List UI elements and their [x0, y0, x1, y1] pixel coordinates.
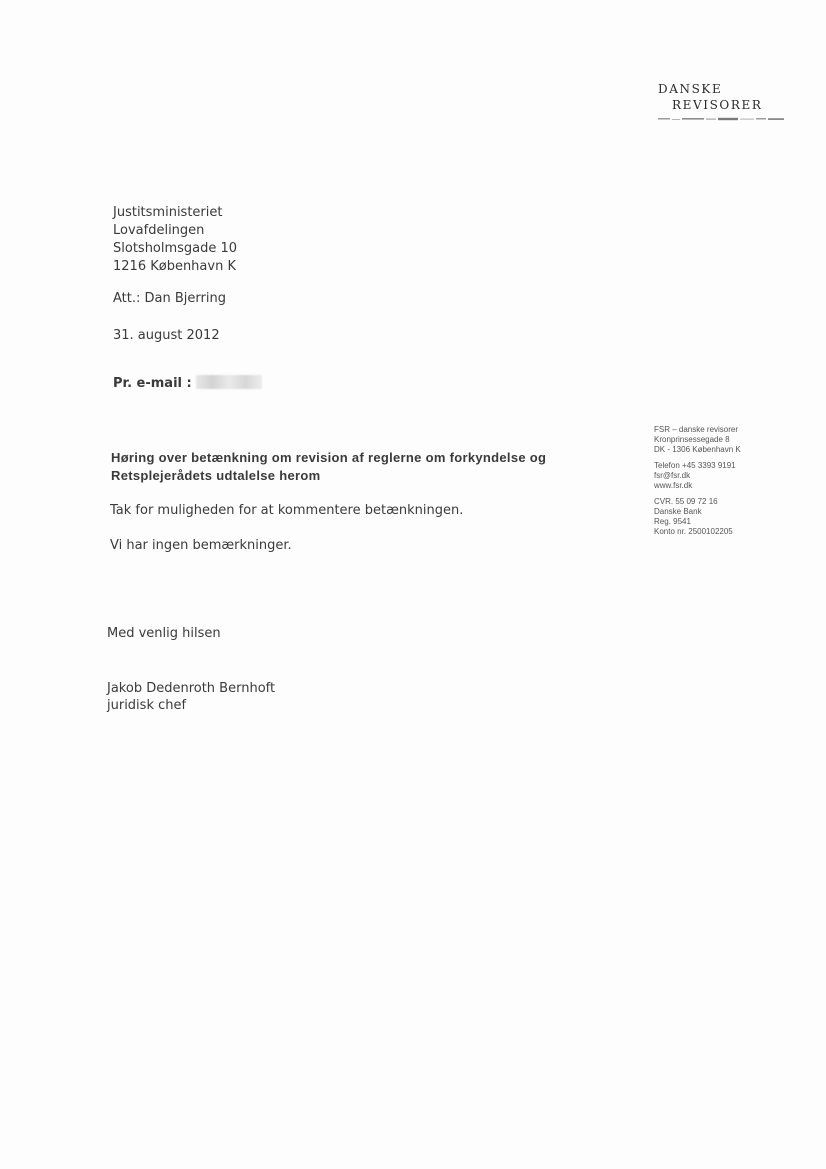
- recipient-line: Lovafdelingen: [113, 223, 205, 238]
- attention-line: Att.: Dan Bjerring: [113, 291, 226, 306]
- sender-cvr: CVR. 55 09 72 16: [654, 497, 718, 506]
- signature-title: juridisk chef: [107, 698, 187, 713]
- email-label: Pr. e-mail :: [113, 376, 192, 391]
- sender-website: www.fsr.dk: [654, 481, 693, 490]
- email-line: [113, 375, 262, 391]
- body-paragraph: Tak for muligheden for at kommentere betænkningen.: [110, 503, 464, 518]
- recipient-line: 1216 København K: [113, 259, 236, 274]
- sender-line: Kronprinsessegade 8: [654, 435, 730, 444]
- danske-revisorer-logo: [640, 82, 790, 128]
- logo-text-line2: REVISORER: [672, 98, 763, 112]
- sender-email: fsr@fsr.dk: [654, 471, 691, 480]
- signature-name: Jakob Dedenroth Bernhoft: [107, 681, 276, 696]
- sender-reg: Reg. 9541: [654, 517, 691, 526]
- sender-info-block: [654, 425, 741, 537]
- subject-line1: Høring over betænkning om revision af reglerne om forkyndelse og: [111, 450, 547, 465]
- logo-text-line1: DANSKE: [658, 82, 723, 96]
- redacted-email-address: [196, 375, 262, 389]
- recipient-line: Justitsministeriet: [113, 205, 223, 220]
- closing-salutation: Med venlig hilsen: [107, 626, 221, 641]
- body-paragraph: Vi har ingen bemærkninger.: [110, 538, 292, 553]
- logo-stripe-graphic: [656, 117, 786, 122]
- subject-line2: Retsplejerådets udtalelse herom: [111, 468, 321, 483]
- sender-line: DK - 1306 København K: [654, 445, 741, 454]
- letter-date: 31. august 2012: [113, 328, 220, 343]
- letter-subject: [111, 449, 611, 485]
- recipient-line: Slotsholmsgade 10: [113, 241, 238, 256]
- sender-line: FSR – danske revisorer: [654, 425, 739, 434]
- sender-phone: Telefon +45 3393 9191: [654, 461, 736, 470]
- recipient-address: [113, 204, 237, 276]
- sender-bank: Danske Bank: [654, 507, 702, 516]
- sender-account: Konto nr. 2500102205: [654, 527, 733, 536]
- signature-block: [107, 680, 275, 714]
